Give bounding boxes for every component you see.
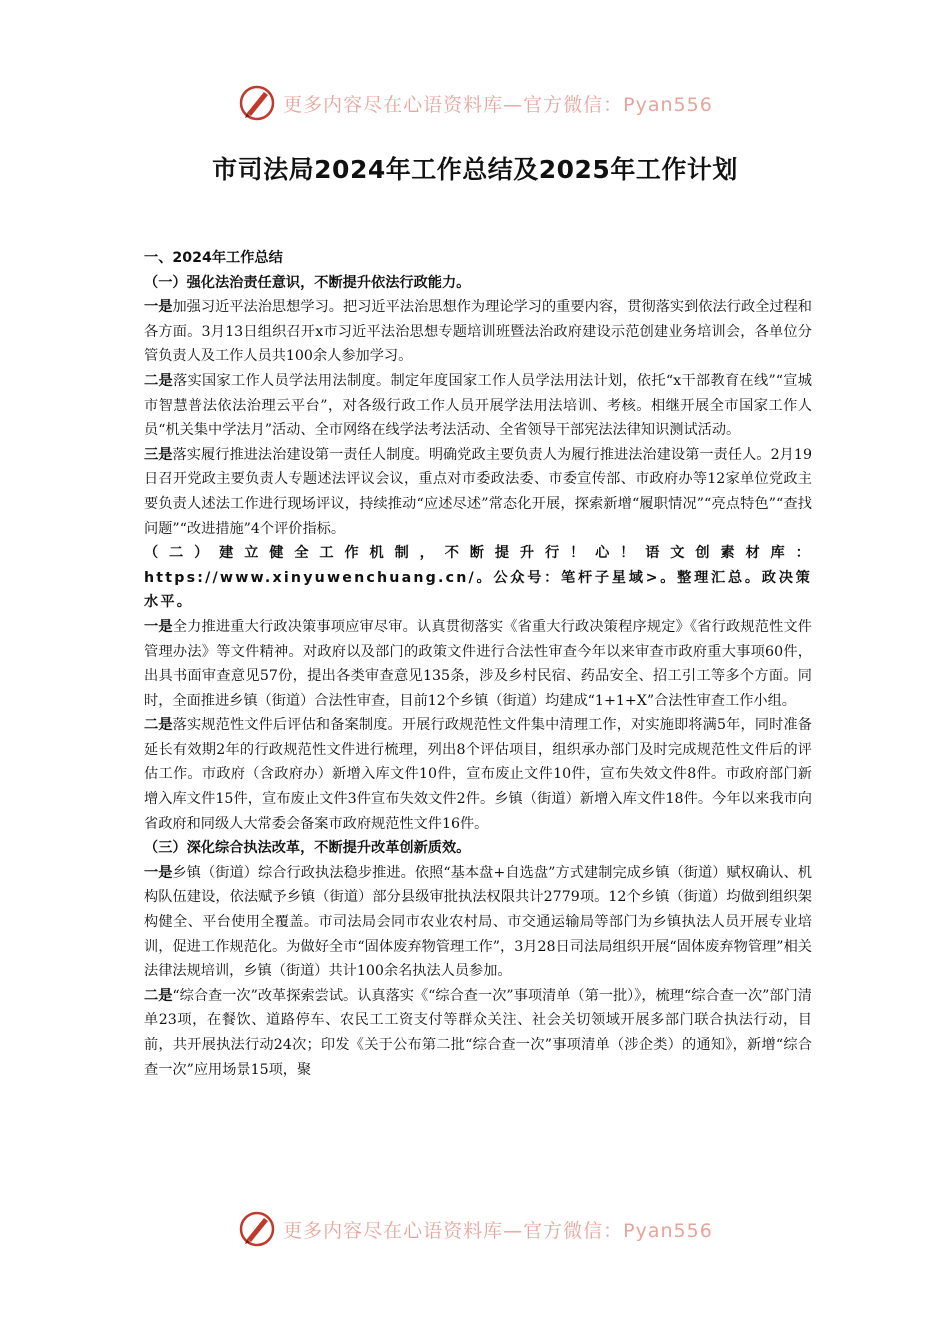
paragraph: [144, 713, 812, 836]
paragraph-lead: 二是: [144, 372, 173, 389]
section-heading: 一、2024年工作总结: [144, 250, 283, 266]
paragraph: [144, 615, 812, 713]
paragraph-text: 全力推进重大行政决策事项应审尽审。认真贯彻落实《省重大行政决策程序规定》《省行政规范性文件管理办法》等文件精神。对政府以及部门的政策文件进行合法性审查今年以来审查市政府重大事项60件，出具书面审查意见57份，提出各类审查意见135条，涉及乡村民宿、药品安全、招工引工等多个方面。同时，全面推进乡镇（街道）合法性审查，目前12个乡镇（街道）均建成“1+1+X”合法性审查工作小组。: [144, 618, 812, 709]
paragraph: [144, 295, 812, 369]
paragraph-lead: 二是: [144, 717, 173, 734]
paragraph-lead: 一是: [144, 618, 173, 635]
watermark-text: 更多内容尽在心语资料库—官方微信：Pyan556: [283, 1219, 713, 1242]
subsection-heading-1: （一）强化法治责任意识，不断提升依法行政能力。: [144, 274, 471, 291]
subsection-heading-3: （三）深化综合执法改革，不断提升改革创新质效。: [144, 840, 471, 857]
paragraph-text: 落实规范性文件后评估和备案制度。开展行政规范性文件集中清理工作，对实施即将满5年，同时准备延长有效期2年的行政规范性文件进行梳理，列出8个评估项目，组织承办部门及时完成规范性文件后的评估工作。市政府（含政府办）新增入库文件10件，宣布废止文件10件，宣布失效文件8件。市政府部门新增入库文件15件，宣布废止文件3件宣布失效文件2件。乡镇（街道）新增入库文件18件。今年以来我市向省政府和同级人大常委会备案市政府规范性文件16件。: [144, 717, 812, 832]
paragraph: [144, 369, 812, 443]
paragraph: [144, 443, 812, 541]
page-title: 市司法局2024年工作总结及2025年工作计划: [212, 155, 738, 184]
paragraph-lead: 二是: [144, 987, 173, 1004]
watermark-banner-bottom: [0, 1206, 950, 1252]
paragraph-text: 乡镇（街道）综合行政执法稳步推进。依照“基本盘+自选盘”方式建制完成乡镇（街道）赋权确认、机构队伍建设，依法赋予乡镇（街道）部分县级审批执法权限共计2779项。12个乡镇（街道）均做到组织架构健全、平台使用全覆盖。市司法局会同市农业农村局、市交通运输局等部门为乡镇执法人员开展专业培训，促进工作规范化。为做好全市“固体废弃物管理工作”，3月28日司法局组织开展“固体废弃物管理”相关法律法规培训，乡镇（街道）共计100余名执法人员参加。: [144, 864, 812, 980]
pen-logo-icon: [237, 83, 277, 123]
paragraph-lead: 一是: [144, 864, 173, 881]
watermark-banner-top: [0, 80, 950, 126]
watermark-text: 更多内容尽在心语资料库—官方微信：Pyan556: [283, 93, 713, 116]
paragraph-text: 加强习近平法治思想学习。把习近平法治思想作为理论学习的重要内容，贯彻落实到依法行政全过程和各方面。3月13日组织召开x市习近平法治思想专题培训班暨法治政府建设示范创建业务培训会，各单位分管负责人及工作人员共100余人参加学习。: [144, 299, 812, 365]
paragraph-text: 落实国家工作人员学法用法制度。制定年度国家工作人员学法用法计划，依托“x干部教育在线”“宣城市智慧普法依法治理云平台”，对各级行政工作人员开展学法用法培训、考核。相继开展全市国家工作人员“机关集中学法月”活动、全市网络在线学法考法活动、全省领导干部宪法法律知识测试活动。: [144, 372, 812, 439]
paragraph-text: “综合查一次”改革探索尝试。认真落实《“综合查一次”事项清单（第一批）》，梳理“综合查一次”部门清单23项，在餐饮、道路停车、农民工工资支付等群众关注、社会关切领域开展多部门联合执法行动，目前，共开展执法行动24次；印发《关于公布第二批“综合查一次”事项清单（涉企类）的通知》，新增“综合查一次”应用场景15项，聚: [144, 987, 812, 1078]
document-body: [144, 246, 812, 1082]
paragraph: [144, 984, 812, 1082]
paragraph-text: 落实履行推进法治建设第一责任人制度。明确党政主要负责人为履行推进法治建设第一责任人。2月19日召开党政主要负责人专题述法评议会议，重点对市委政法委、市委宣传部、市政府办等12家单位党政主要负责人述法工作进行现场评议，持续推动“应述尽述”常态化开展，探索新增“履职情况”“亮点特色”“查找问题”“改进措施”4个评价指标。: [144, 446, 812, 537]
paragraph-lead: 一是: [144, 299, 173, 316]
subsection-heading-2: （二）建立健全工作机制，不断提升行！心！语文创素材库：https://www.xinyuwenchuang.cn/。公众号：笔杆子星域>。整理汇总。政决策水平。: [144, 545, 812, 611]
paragraph-lead: 三是: [144, 446, 173, 463]
paragraph: [144, 861, 812, 984]
pen-logo-icon: [237, 1209, 277, 1249]
